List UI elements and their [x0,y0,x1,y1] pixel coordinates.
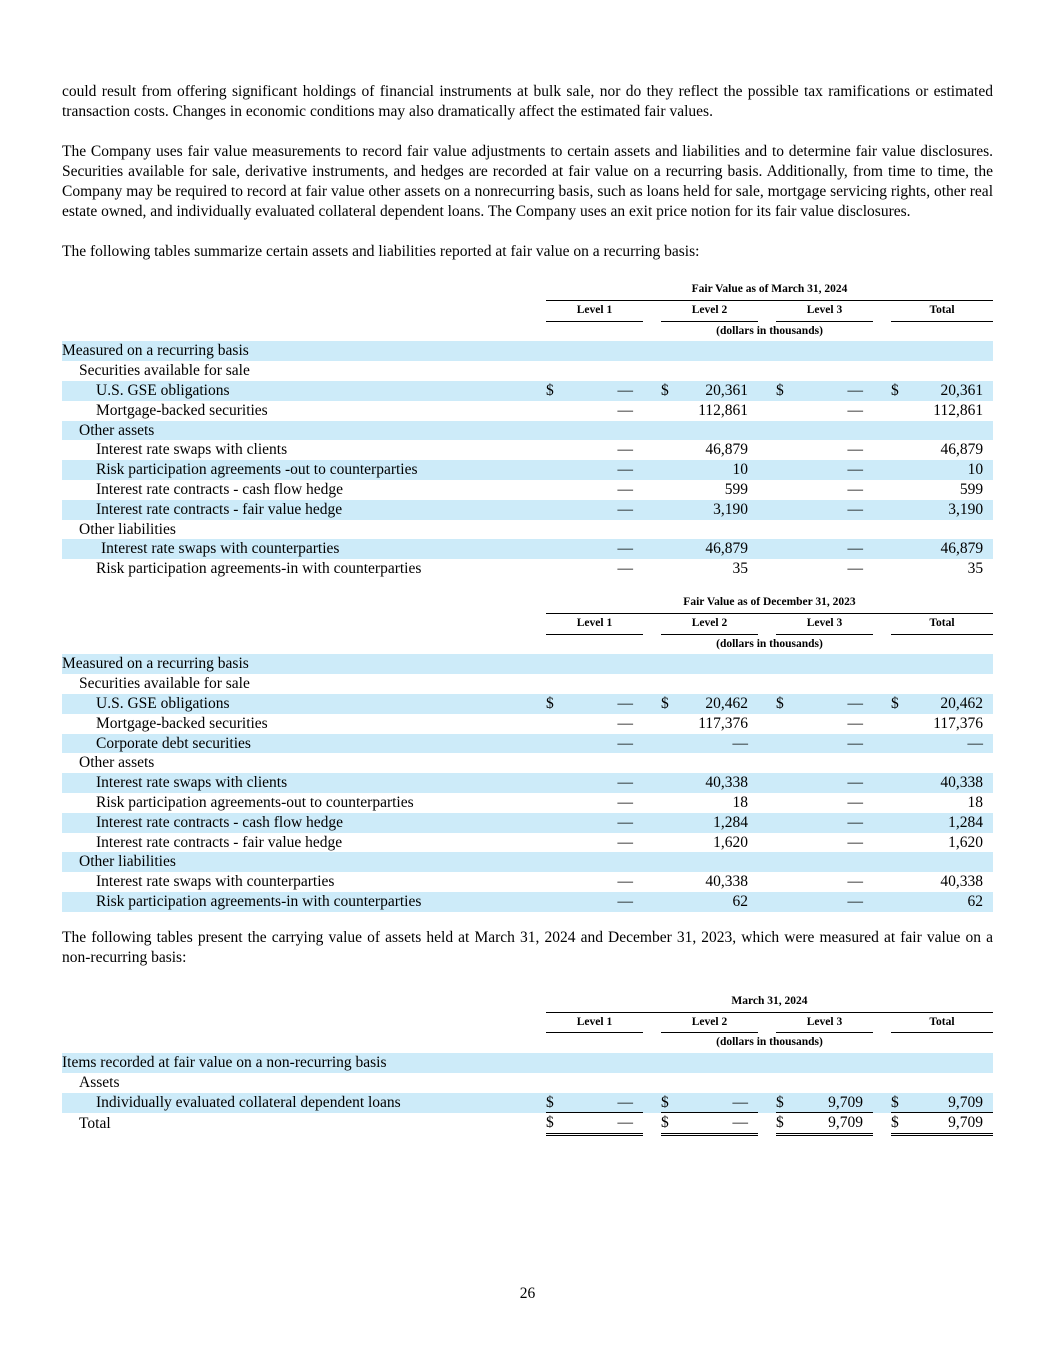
dollar-sign: $ [546,694,554,712]
table-row [62,714,993,734]
dollar-sign [661,559,681,579]
cell-l1: — [617,833,633,851]
cell-total: 18 [967,793,983,811]
column-header-level-3: Level 3 [776,613,873,634]
row-label: Interest rate swaps with clients [96,441,288,459]
cell-total: 112,861 [933,401,984,419]
column-header-level-1: Level 1 [546,300,643,321]
dollar-sign [776,539,796,559]
dollar-sign [546,734,566,754]
dollar-sign [776,734,796,754]
dollar-sign [661,793,681,813]
dollar-sign [661,440,681,460]
cell-l3: — [847,694,863,712]
cell-total: 9,709 [911,1113,993,1135]
cell-l2: 35 [732,560,748,578]
cell-l2: 40,338 [705,873,748,891]
cell-total: 117,376 [933,714,983,732]
dollar-sign [661,734,681,754]
dollar-sign: $ [661,1093,681,1113]
column-header-total: Total [891,613,993,634]
table-row [62,734,993,754]
cell-l2: — [681,1113,758,1135]
column-header-level-1: Level 1 [546,1012,643,1033]
cell-l3: — [847,774,863,792]
cell-l2: 117,376 [698,714,748,732]
dollar-sign: $ [546,381,554,399]
cell-l2: — [732,734,748,752]
dollar-sign [776,872,796,892]
dollar-sign: $ [661,381,669,399]
table-row [62,480,993,500]
units-label: (dollars in thousands) [716,324,823,337]
dollar-sign [546,480,566,500]
dollar-sign [891,734,911,754]
table-row [62,440,993,460]
cell-total: 3,190 [948,500,984,518]
cell-l1: — [617,401,633,419]
cell-total: 46,879 [940,540,984,558]
cell-l2: 18 [732,793,748,811]
cell-l1: — [617,873,633,891]
row-label: Interest rate contracts - cash flow hedge [96,480,344,498]
cell-l3: — [847,560,863,578]
dollar-sign [546,714,566,734]
dollar-sign [661,833,681,853]
cell-l3: — [847,833,863,851]
paragraph-fair-value-measurements: The Company uses fair value measurements to record fair value adjustments to certain assets and liabilities and to determine fair value disclosures. Securities available for sale, derivative instruments, and hedges are recorded at fair value on a recurring basis. Additionally, from time to time, the Company may be required to record at fair value other assets on a nonrecurring basis, such as loans held for sale, mortgage servicing rights, other real estate owned, and individually evaluated collateral dependent loans. The Company uses an exit price notion for its fair value disclosures. [62,143,993,220]
dollar-sign [661,500,681,520]
cell-l2: 46,879 [705,540,748,558]
table-fair-value-december-2023 [62,593,993,912]
dollar-sign [776,460,796,480]
units-label: (dollars in thousands) [716,1036,823,1049]
dollar-sign [891,833,911,853]
cell-l2: 1,284 [713,813,748,831]
cell-total: 10 [967,461,984,479]
dollar-sign [776,480,796,500]
cell-total: 599 [959,480,984,498]
dollar-sign [891,813,911,833]
dollar-sign: $ [661,1113,681,1135]
dollar-sign [776,833,796,853]
column-header-total: Total [891,300,993,321]
cell-total: 62 [967,892,983,910]
cell-l3: — [847,793,863,811]
dollar-sign [891,480,911,500]
cell-l1: — [617,480,633,498]
row-label: Securities available for sale [79,675,250,693]
table-row [62,539,993,559]
row-label: Risk participation agreements-in with counterparties [96,560,422,578]
dollar-sign [891,793,911,813]
dollar-sign [776,401,796,421]
table-row [62,833,993,853]
table-row [62,852,993,872]
cell-l2: 20,361 [705,381,748,399]
table-row [62,1093,993,1113]
table-row [62,520,993,540]
dollar-sign [891,714,911,734]
row-label: Other assets [79,421,155,439]
cell-l2: 3,190 [713,500,748,518]
cell-l1: — [617,381,633,399]
dollar-sign: $ [891,1093,911,1113]
cell-total: 20,361 [940,381,984,399]
table-row [62,1053,993,1073]
table-row [62,401,993,421]
dollar-sign [661,480,681,500]
row-label: Interest rate swaps with clients [96,774,288,792]
cell-l1: — [617,714,633,732]
cell-l3: — [847,461,863,479]
dollar-sign [891,539,911,559]
column-header-level-1: Level 1 [546,613,643,634]
dollar-sign [776,559,796,579]
table-row [62,892,993,912]
cell-total: 35 [967,560,984,578]
dollar-sign [661,401,681,421]
dollar-sign [776,813,796,833]
cell-l3: 9,709 [796,1113,873,1135]
page-content [62,82,993,1136]
table-row [62,381,993,401]
table-row [62,674,993,694]
cell-total: 9,709 [911,1093,993,1113]
row-label: Interest rate contracts - fair value hedge [96,833,343,851]
cell-l2: 46,879 [705,441,748,459]
dollar-sign [546,872,566,892]
cell-l3: — [847,381,863,399]
cell-l2: 62 [732,892,748,910]
row-label: Mortgage-backed securities [96,401,268,419]
dollar-sign [891,559,911,579]
cell-l3: — [847,892,863,910]
cell-l1: — [617,500,633,518]
column-header-level-2: Level 2 [661,613,758,634]
dollar-sign [546,401,566,421]
dollar-sign [546,440,566,460]
dollar-sign [891,872,911,892]
dollar-sign: $ [546,1093,566,1113]
cell-l3: — [847,500,863,518]
cell-total: 1,284 [948,813,983,831]
row-label: Risk participation agreements-out to counterparties [96,793,414,811]
dollar-sign [891,460,911,480]
table-row [62,872,993,892]
dollar-sign: $ [891,381,899,399]
cell-total: 1,620 [948,833,983,851]
row-label: Securities available for sale [79,362,250,380]
cell-l1: — [617,540,633,558]
cell-l1: — [617,793,633,811]
row-label: Assets [79,1073,120,1091]
column-header-level-2: Level 2 [661,1012,758,1033]
cell-l1: — [617,774,633,792]
table-fair-value-march-2024 [62,280,993,579]
table-row [62,421,993,441]
table-row [62,1073,993,1093]
table-row [62,773,993,793]
dollar-sign [546,559,566,579]
cell-l1: — [617,694,633,712]
cell-l1: — [566,1093,643,1113]
dollar-sign [891,773,911,793]
cell-l1: — [617,461,633,479]
cell-l3: — [847,873,863,891]
dollar-sign [661,539,681,559]
cell-l2: — [681,1093,758,1113]
dollar-sign [546,500,566,520]
dollar-sign [891,500,911,520]
dollar-sign [661,714,681,734]
cell-l3: — [847,714,863,732]
row-label: Interest rate swaps with counterparties [101,540,340,558]
cell-l2: 1,620 [713,833,748,851]
cell-total: 40,338 [940,774,983,792]
dollar-sign [661,773,681,793]
row-label: Individually evaluated collateral dependent loans [96,1093,401,1111]
units-label: (dollars in thousands) [716,637,823,650]
column-header-total: Total [891,1012,993,1033]
dollar-sign [891,401,911,421]
cell-l1: — [617,734,633,752]
cell-l1: — [566,1113,643,1135]
row-label: Other liabilities [79,520,176,538]
table-row [62,559,993,579]
cell-total: 20,462 [940,694,983,712]
dollar-sign: $ [661,694,669,712]
row-label: Risk participation agreements-in with counterparties [96,892,422,910]
dollar-sign [776,714,796,734]
cell-l3: — [847,480,863,498]
dollar-sign [546,833,566,853]
dollar-sign [546,539,566,559]
dollar-sign [661,872,681,892]
dollar-sign [776,793,796,813]
row-label: Risk participation agreements -out to counterparties [96,461,418,479]
dollar-sign [776,500,796,520]
cell-total: 46,879 [940,441,984,459]
dollar-sign: $ [776,1093,796,1113]
row-label: Measured on a recurring basis [62,342,249,360]
cell-l3: — [847,401,863,419]
cell-total: — [967,734,983,752]
dollar-sign [546,813,566,833]
dollar-sign [661,892,681,912]
cell-l3: — [847,441,863,459]
dollar-sign [546,773,566,793]
row-label: Corporate debt securities [96,734,251,752]
cell-l2: 40,338 [705,774,748,792]
dollar-sign [891,440,911,460]
row-label: Interest rate swaps with counterparties [96,873,335,891]
dollar-sign [661,460,681,480]
paragraph-nonrecurring-intro: The following tables present the carrying value of assets held at March 31, 2024 and December 31, 2023, which were measured at fair value on a non-recurring basis: [62,928,993,966]
cell-l1: — [617,560,633,578]
cell-l3: — [847,813,863,831]
dollar-sign [546,460,566,480]
table-title: Fair Value as of March 31, 2024 [546,280,993,300]
cell-total: 40,338 [940,873,983,891]
dollar-sign: $ [891,1113,911,1135]
dollar-sign [546,793,566,813]
cell-l2: 10 [732,461,748,479]
dollar-sign: $ [776,1113,796,1135]
table-title: Fair Value as of December 31, 2023 [546,593,993,613]
table-row [62,460,993,480]
table-title: March 31, 2024 [546,992,993,1012]
table-row [62,654,993,674]
cell-l2: 599 [724,480,748,498]
table-row [62,361,993,381]
dollar-sign [776,440,796,460]
table-row [62,500,993,520]
cell-l2: 20,462 [705,694,748,712]
column-header-level-2: Level 2 [661,300,758,321]
dollar-sign [546,892,566,912]
dollar-sign [661,813,681,833]
dollar-sign: $ [776,694,784,712]
table-row [62,341,993,361]
paragraph-intro: could result from offering significant holdings of financial instruments at bulk sale, nor do they reflect the possible tax ramifications or estimated transaction costs. Changes in economic conditions may also dramatically affect the estimated fair values. [62,83,993,120]
cell-l1: — [617,441,633,459]
cell-l3: 9,709 [796,1093,873,1113]
table-row [62,1113,993,1135]
row-label: Mortgage-backed securities [96,714,268,732]
dollar-sign [776,773,796,793]
page-number: 26 [519,1285,536,1302]
column-header-level-3: Level 3 [776,300,873,321]
row-label: Interest rate contracts - fair value hedge [96,500,343,518]
dollar-sign [776,892,796,912]
row-label: Measured on a recurring basis [62,655,249,673]
cell-l3: — [847,734,863,752]
cell-l2: 112,861 [698,401,748,419]
row-label: U.S. GSE obligations [96,694,230,712]
column-header-level-3: Level 3 [776,1012,873,1033]
cell-l1: — [617,892,633,910]
table-row [62,694,993,714]
dollar-sign [891,892,911,912]
row-label: Other assets [79,754,155,772]
row-label: Items recorded at fair value on a non-recurring basis [62,1054,387,1072]
row-label: U.S. GSE obligations [96,381,230,399]
dollar-sign: $ [776,381,784,399]
table-row [62,753,993,773]
dollar-sign: $ [891,694,899,712]
paragraph-recurring-intro: The following tables summarize certain assets and liabilities reported at fair value on a recurring basis: [62,243,700,260]
table-row [62,793,993,813]
cell-l3: — [847,540,863,558]
row-label: Interest rate contracts - cash flow hedge [96,813,344,831]
table-row [62,813,993,833]
dollar-sign: $ [546,1113,566,1135]
table-nonrecurring-march-2024 [62,992,993,1137]
cell-l1: — [617,813,633,831]
row-label: Total [79,1114,111,1132]
row-label: Other liabilities [79,853,176,871]
